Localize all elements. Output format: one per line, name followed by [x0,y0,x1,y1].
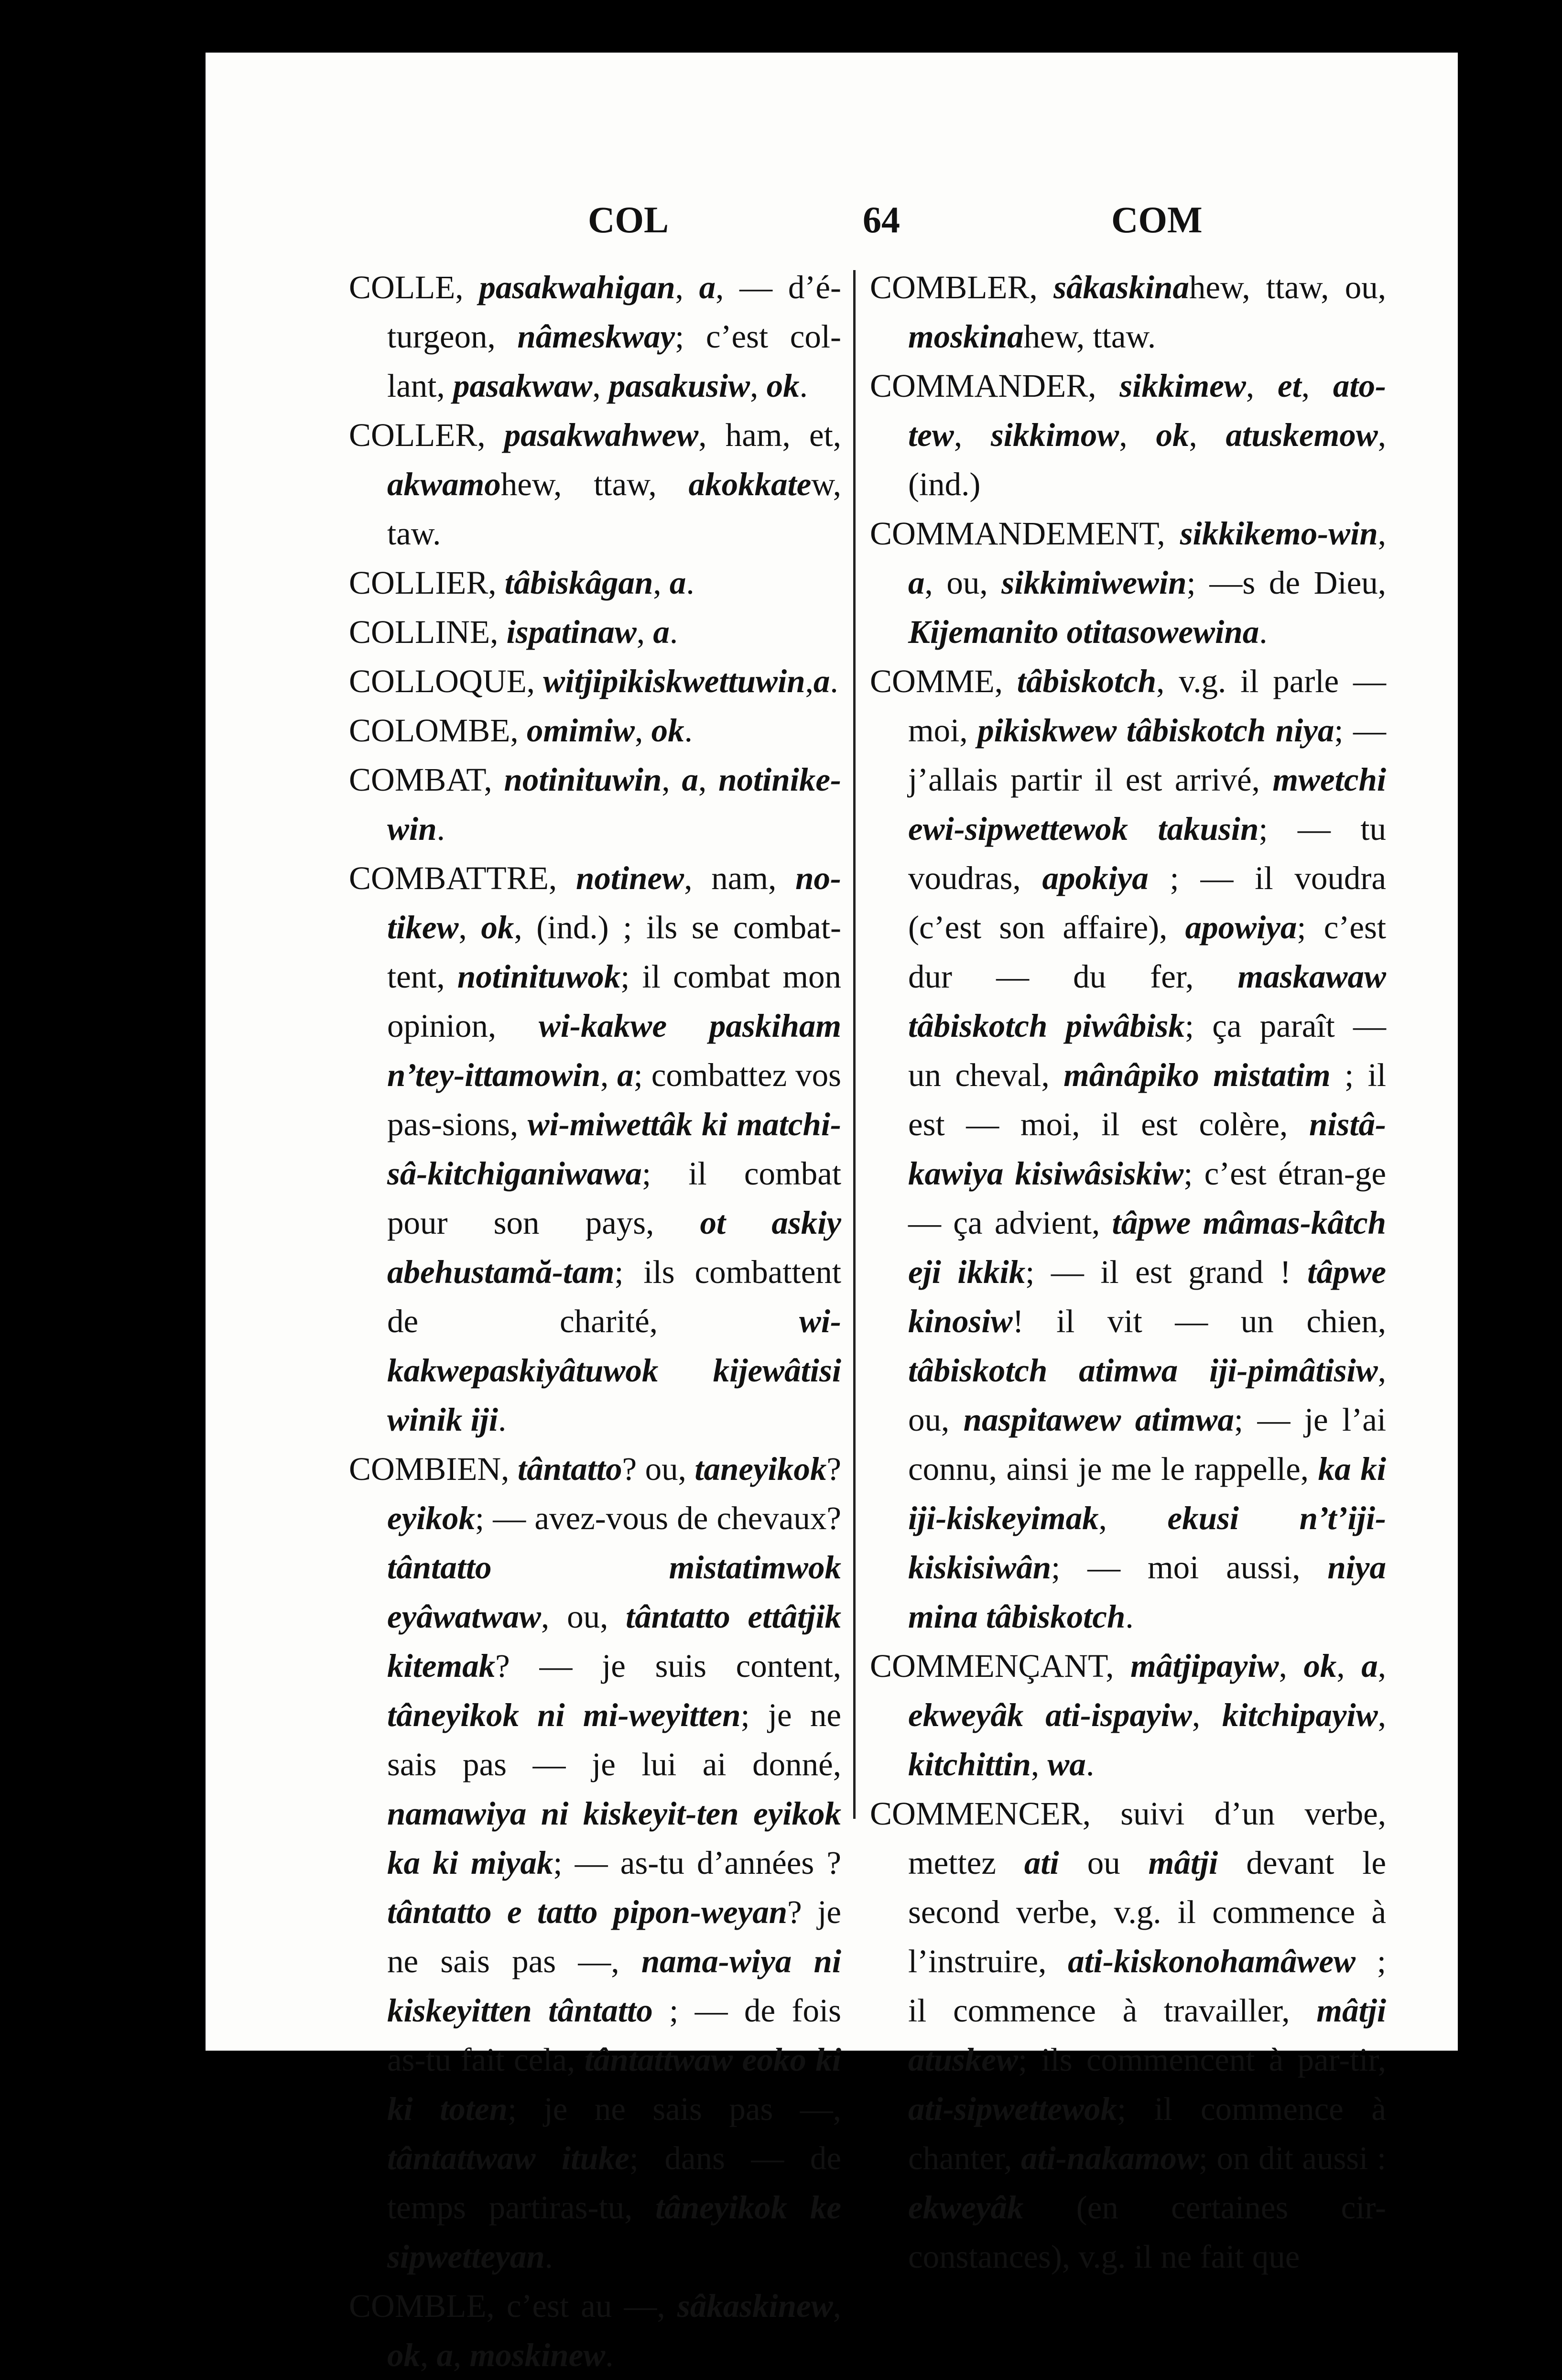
cree-translation: eyikok [387,1500,475,1536]
french-text: , [1030,1746,1048,1782]
cree-translation: et [1277,368,1302,404]
french-text: , [805,663,814,699]
french-text: hew, ttaw, ou, [1189,269,1387,305]
french-text: , [1246,368,1278,404]
dictionary-entry [870,1789,1386,2282]
french-text: hew, ttaw, [500,466,689,502]
french-text: , [675,269,699,305]
french-text: , (ind.) [908,417,1387,502]
dictionary-entry [870,657,1386,1641]
french-text: , [1189,417,1226,453]
french-text: w, taw. [387,466,841,552]
cree-translation: ka ki iji-kiskeyimak [908,1451,1386,1536]
french-text: . [1259,614,1268,650]
french-text: ! il vit — un chien, [1012,1303,1386,1339]
cree-translation: ati-kiskonohamâwew [1068,1943,1356,1979]
cree-translation: sikkimow [990,417,1119,453]
french-text: ; — avez-vous de chevaux? [475,1500,841,1536]
french-text: , [1301,368,1333,404]
entry-headword: COMMENCER, [870,1795,1121,1832]
cree-translation: omimiw [526,712,635,749]
french-text: , v.g. il parle — moi, [908,663,1386,749]
dictionary-entry [349,2282,841,2380]
cree-translation: tâbiskâgan [504,565,653,601]
cree-translation: notinike-win [387,761,842,847]
french-text: , [1192,1697,1222,1733]
french-text: ; c’est étran-ge — ça advient, [908,1155,1386,1241]
french-text: , [635,712,651,749]
french-text: ; c’est col-lant, [387,318,842,404]
french-text: ; ils combattent de charité, [387,1254,841,1339]
french-text: , (ind.) ; ils se combat-tent, [387,909,841,995]
cree-translation: mâtji atuskew [908,1992,1386,2078]
french-text: , [750,368,767,404]
cree-translation: ati-nakamow [1021,2140,1199,2176]
cree-translation: ispatinaw [506,614,637,650]
entry-headword: COLOMBE, [349,712,527,749]
cree-translation: wi-miwettâk ki matchi-sâ-kitchiganiwawa [387,1106,841,1192]
dictionary-entry [349,608,841,657]
dictionary-entry [870,1641,1386,1789]
header-right-guide-word: COM [1111,199,1203,240]
cree-translation: nâmeskway [517,318,675,355]
cree-translation: sikkikemo-win [1180,515,1378,552]
cree-translation: tâbiskotch [1017,663,1157,699]
cree-translation: naspitawew atimwa [963,1402,1234,1438]
french-text: ; — moi aussi, [1051,1549,1328,1586]
french-text: ; ça paraît — un cheval, [908,1008,1386,1093]
cree-translation: pasakwahwew [504,417,699,453]
cree-translation: ekweyâk [908,2189,1024,2226]
french-text: ; c’est dur — du fer, [908,909,1387,995]
entry-headword: COMMANDER, [870,368,1120,404]
french-text: ; il combat pour son pays, [387,1155,841,1241]
cree-translation: a [699,269,716,305]
french-text: ; — il est grand ! [1025,1254,1308,1290]
dictionary-entry [349,706,841,755]
french-text: ; — j’allais partir il est arrivé, [908,712,1387,798]
cree-translation: pasakwaw [453,368,593,404]
cree-translation: tâbiskotch atimwa iji-pimâtisiw [908,1352,1378,1389]
french-text: ; dans — de temps partiras-tu, [387,2140,841,2226]
french-text: . [544,2239,553,2275]
cree-translation: notinituwok [457,958,621,995]
french-text: . [1085,1746,1095,1782]
french-text: , ou, [908,1352,1386,1438]
french-text: . [799,368,808,404]
french-text: . [669,614,678,650]
cree-translation: ok [481,909,514,945]
entry-headword: COLLINE, [349,614,507,650]
cree-translation: sâkaskina [1053,269,1189,305]
french-text: . [1125,1598,1134,1635]
dictionary-entry [349,263,841,411]
french-text: , [1279,1648,1304,1684]
french-text: ? [826,1451,841,1487]
cree-translation: a [617,1057,634,1093]
cree-translation: ekweyâk ati-ispayiw [908,1697,1192,1733]
french-text: , ou, [541,1598,626,1635]
cree-translation: ok [1156,417,1189,453]
cree-translation: tântattwaw ituke [387,2140,629,2176]
cree-translation: sâkaskinew [677,2288,833,2324]
cree-translation: notinew [575,860,684,896]
french-text: . [498,1402,507,1438]
cree-translation: apokiya [1042,860,1149,896]
french-text: , nam, [684,860,796,896]
dictionary-entry [349,1445,841,2282]
cree-translation: pasakusiw [608,368,750,404]
cree-translation: niya mina tâbiskotch [908,1549,1386,1635]
entry-headword: COLLER, [349,417,504,453]
cree-translation: nama-wiya ni kiskeyitten tântatto [387,1943,841,2029]
french-text: , [592,368,609,404]
cree-translation: tâpwe mâmas-kâtch eji ikkik [908,1205,1386,1290]
cree-translation: ato-tew [908,368,1387,453]
cree-translation: atuskemow [1226,417,1378,453]
french-text: c’est au —, [506,2288,677,2324]
cree-translation: ati [1024,1845,1059,1881]
french-text: hew, ttaw. [1023,318,1156,355]
column-divider [853,270,856,1819]
french-text: . [605,2337,614,2373]
cree-translation: taneyikok [694,1451,827,1487]
dictionary-entry [349,657,841,706]
entry-headword: COLLOQUE, [349,663,543,699]
french-text: , [453,2337,470,2373]
cree-translation: a [436,2337,453,2373]
dictionary-entry [349,558,841,608]
book-page [206,53,1458,2373]
entry-headword: COMMENÇANT, [870,1648,1131,1684]
cree-translation: a [908,565,925,601]
cree-translation: a [669,565,686,601]
cree-translation: a [682,761,699,798]
dictionary-entry [349,755,841,854]
french-text: ? je ne sais pas —, [387,1894,841,1979]
cree-translation: apowiya [1185,909,1297,945]
entry-headword: COMBATTRE, [349,860,576,896]
french-text: ; il commence à travailler, [908,1943,1387,2029]
page-number: 64 [863,199,900,240]
cree-translation: mânâpiko mistatim [1063,1057,1331,1093]
entry-headword: COMMANDEMENT, [870,515,1180,552]
french-text: , [1378,1648,1387,1684]
cree-translation: ok [1303,1648,1337,1684]
dictionary-entry [349,411,841,558]
cree-translation: a [813,663,830,699]
cree-translation: akwamo [387,466,501,502]
cree-translation: tâpwe kinosiw [908,1254,1386,1339]
french-text: , [420,2337,437,2373]
cree-translation: tântatto mistatimwok eyâwatwaw [387,1549,841,1635]
cree-translation: maskawaw tâbiskotch piwâbisk [908,958,1386,1044]
french-text: ; il commence à chanter, [908,2091,1386,2176]
cree-translation: ekusi n’t’iji-kiskisiwân [908,1500,1386,1586]
french-text: ; — il voudra (c’est son affaire), [908,860,1386,945]
french-text: ; je ne sais pas —, [507,2091,842,2127]
french-text: ou [1059,1845,1149,1881]
dictionary-entry [870,509,1386,657]
cree-translation: sikkimew [1119,368,1246,404]
entry-headword: COMBIEN, [349,1451,518,1487]
french-text: , [1336,1648,1362,1684]
cree-translation: ok [387,2337,420,2373]
french-text: . [436,811,445,847]
french-text: . [830,663,838,699]
french-text: ; combattez vos pas-sions, [387,1057,841,1142]
header-left-guide-word: COL [588,199,669,240]
cree-translation: tântatto e tatto pipon-weyan [387,1894,788,1930]
cree-translation: ok [766,368,800,404]
cree-translation: sikkimiwewin [1001,565,1187,601]
right-column [870,263,1386,2282]
cree-translation: witjipikiskwettuwin [543,663,805,699]
french-text: . [686,565,694,601]
french-text: ; on dit aussi : [1198,2140,1386,2176]
french-text: , [1378,515,1386,552]
left-column [349,263,841,2380]
french-text: , [636,614,653,650]
french-text: (en certaines cir-constances), v.g. il ne fait que [908,2189,1386,2275]
french-text: , [954,417,991,453]
french-text: , [600,1057,618,1093]
french-text: suivi d’un verbe, mettez [908,1795,1386,1881]
cree-translation: wa [1047,1746,1086,1782]
french-text: , ou, [924,565,1002,601]
french-text: , [833,2288,841,2324]
french-text: ; — as-tu d’années ? [553,1845,841,1881]
french-text: , — d’é-turgeon, [387,269,841,355]
french-text: , ham, et, [698,417,841,453]
cree-translation: kitchipayiw [1222,1697,1378,1733]
cree-translation: mwetchi ewi-sipwettewok takusin [908,761,1386,847]
cree-translation: moskinew [469,2337,606,2373]
dictionary-entry [349,854,841,1445]
cree-translation: ok [651,712,684,749]
french-text: ; il est — moi, il est colère, [908,1057,1387,1142]
french-text: ; —s de Dieu, [1186,565,1387,601]
cree-translation: wi-kakwepaskiyâtuwok kijewâtisi winik iji [387,1303,841,1438]
dictionary-entry [870,263,1386,361]
cree-translation: pasakwahigan [479,269,675,305]
cree-translation: akokkate [688,466,812,502]
french-text: , [653,565,670,601]
cree-translation: notinituwin [504,761,662,798]
cree-translation: tâneyikok ke sipwetteyan [387,2189,841,2275]
cree-translation: Kijemanito otitasowewina [908,614,1259,650]
entry-headword: COMME, [870,663,1017,699]
entry-headword: COLLE, [349,269,479,305]
french-text: ; ils commencent à par-tir, [1018,2042,1386,2078]
cree-translation: mâtjipayiw [1130,1648,1279,1684]
dictionary-entry [870,361,1386,509]
entry-headword: COMBLE, [349,2288,507,2324]
french-text: , [1378,1697,1386,1733]
french-text: devant le second verbe, v.g. il commence à l’instruire, [908,1845,1387,1979]
french-text: ; il combat mon opinion, [387,958,841,1044]
cree-translation: ati-sipwettewok [908,2091,1117,2127]
french-text: ; — je l’ai connu, ainsi je me le rappelle, [908,1402,1386,1487]
french-text: ; — tu voudras, [908,811,1387,896]
cree-translation: tântattwaw eoko ki ki toten [387,2042,841,2127]
cree-translation: nistâ-kawiya kisiwâsiskiw [908,1106,1386,1192]
french-text: . [684,712,693,749]
french-text: , [1098,1500,1168,1536]
cree-translation: kitchittin [908,1746,1031,1782]
cree-translation: pikiskwew tâbiskotch niya [977,712,1334,749]
cree-translation: a [1361,1648,1378,1684]
french-text: ? ou, [622,1451,695,1487]
french-text: ; je ne sais pas — je lui ai donné, [387,1697,841,1782]
cree-translation: wi-kakwe paskiham n’tey-ittamowin [387,1008,842,1093]
cree-translation: tântatto [517,1451,622,1487]
entry-headword: COMBLER, [870,269,1054,305]
french-text: , [698,761,719,798]
cree-translation: mâtji [1148,1845,1218,1881]
cree-translation: tântatto ettâtjik kitemak [387,1598,841,1684]
entry-headword: COMBAT, [349,761,504,798]
french-text: ? — je suis content, [495,1648,841,1684]
cree-translation: ot askiy abehustamă-tam [387,1205,841,1290]
french-text: , [458,909,481,945]
french-text: ; — de fois as-tu fait cela, [387,1992,842,2078]
cree-translation: moskina [908,318,1024,355]
cree-translation: no-tikew [387,860,842,945]
entry-headword: COLLIER, [349,565,505,601]
cree-translation: namawiya ni kiskeyit-ten eyikok ka ki miyak [387,1795,841,1881]
cree-translation: a [653,614,670,650]
french-text: , [1119,417,1156,453]
cree-translation: tâneyikok ni mi-weyitten [387,1697,741,1733]
french-text: , [662,761,682,798]
